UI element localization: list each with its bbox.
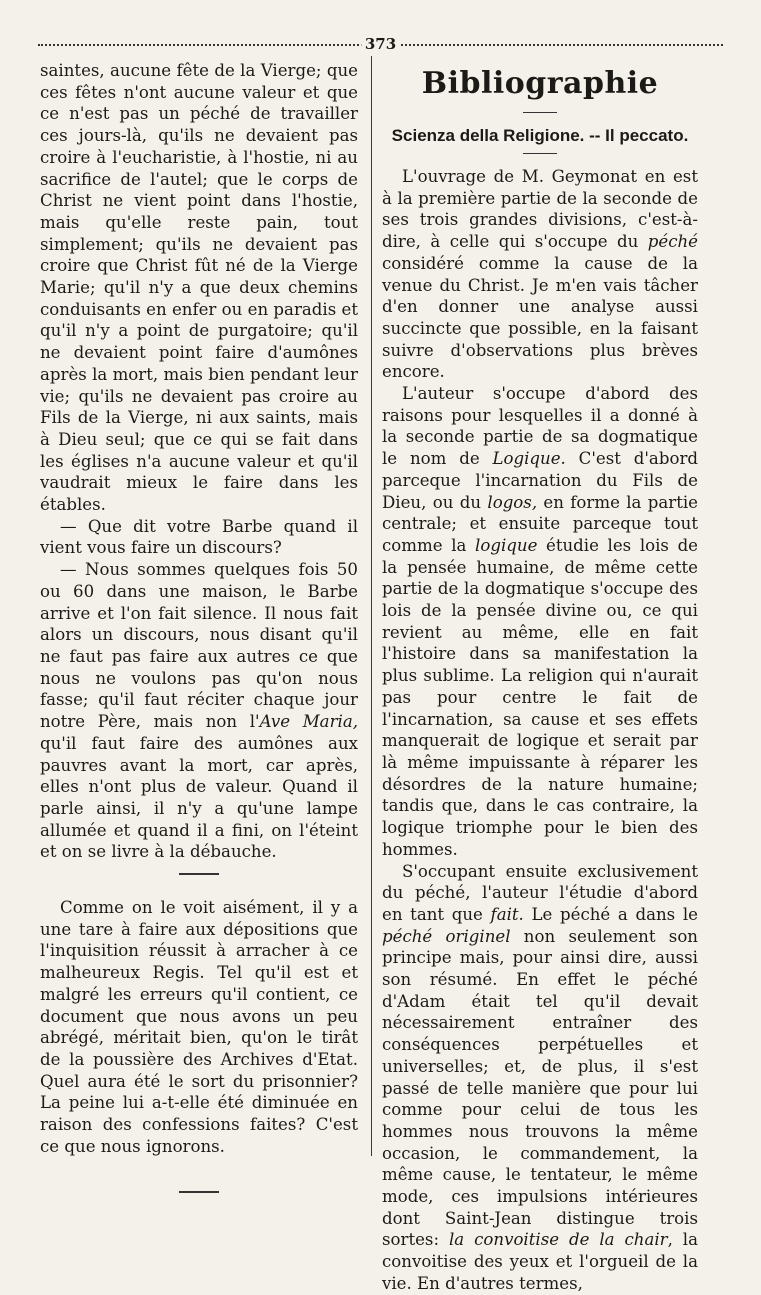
right-paragraph-1 xyxy=(382,166,698,383)
r1-emphasis: péché xyxy=(647,232,698,252)
left-paragraph-question: — Que dit votre Barbe quand il vient vous faire un discours? xyxy=(40,516,358,558)
column-separator xyxy=(371,56,372,1156)
right-paragraph-2 xyxy=(382,383,698,860)
r3-emphasis-3: la convoitise de la chair xyxy=(448,1230,668,1250)
left-paragraph-conclusion: Comme on le voit aisément, il y a une tare à faire aux dépositions que l'inquisition réussit à arracher à ce malheureux Regis. Tel qu'il est et malgré les erreurs qu'il contient, ce document que nous avons un peu abrégé, méritait bien, qu'on le tirât de la poussière des Archives d'Etat. Quel aura été le sort du prisonnier? La peine lui a-t-elle été diminuée en raison des confessions faites? C'est ce que nous ignorons. xyxy=(40,898,358,1156)
right-paragraph-3 xyxy=(382,861,698,1295)
r3-text-d: , la convoitise des yeux et l'orgueil de la vie. En d'autres termes, xyxy=(382,1230,698,1293)
right-column xyxy=(382,60,698,1295)
title-divider xyxy=(523,112,557,113)
article-title: Scienza della Religione. -- Il peccato. xyxy=(391,126,689,145)
section-divider xyxy=(179,873,219,875)
r2-emphasis-3: logique xyxy=(475,535,538,555)
r2-text-d: étudie les lois de la pensée humaine, de même cette partie de la dogmatique s'occupe des lois de la pensée divine ou, ce qui revient au même, elle en fait l'histoire dans sa manifestation la plus sublime. La religion qui n'aurait pas pour centre le fait de l'incarnation, sa cause et ses effets manquerait de logique et serait par là même impuissante à réparer les désordres de la nature humaine; tandis que, dans le cas contraire, la logique triomphe pour le bien des hommes. xyxy=(382,535,699,859)
r3-emphasis-1: fait. xyxy=(490,904,524,924)
r2-text-b: C'est d'abord parceque l'incarnation du Fils de Dieu, ou du xyxy=(382,449,698,512)
r2-text-a: L'auteur s'occupe d'abord des raisons pour lesquelles il a donné à la seconde partie de sa dogmatique le nom de xyxy=(382,384,698,469)
left-paragraph-1: saintes, aucune fête de la Vierge; que ces fêtes n'ont aucune valeur et que ce n'est pas un péché de travailler ces jours-là, qu'ils ne devaient pas croire à l'eucharistie, à l'hostie, ni au sacrifice de l'autel; que le corps de Christ ne vient point dans l'hostie, mais qu'elle reste pain, tout simplement; qu'ils ne devaient pas croire que Christ fût né de la Vierge Marie; qu'il n'y a que deux chemins conduisants en enfer ou en paradis et qu'il n'y a point de purgatoire; qu'il ne devaient point faire d'aumônes après la mort, mais bien pendant leur vie; qu'ils ne devaient pas croire au Fils de la Vierge, ni aux saints, mais à Dieu seul; que ce qui se fait dans les églises n'a aucune valeur et qu'il vaudrait mieux le faire dans les étables. xyxy=(40,61,358,515)
end-divider xyxy=(179,1191,219,1193)
r2-text-c: en forme la partie centrale; et ensuite parceque tout comme la xyxy=(382,492,698,555)
page-number: 373 xyxy=(361,34,400,54)
r1-text-a: L'ouvrage de M. Geymonat en est à la première partie de la seconde de ses trois grandes divisions, c'est-à-dire, à celle qui s'occupe du xyxy=(382,167,698,252)
answer-emphasis: Ave Maria, xyxy=(259,712,358,732)
answer-text-a: — Nous sommes quelques fois 50 ou 60 dans une maison, le Barbe arrive et l'on fait silence. Il nous fait alors un discours, nous disant qu'il ne faut pas faire aux autres ce que nous ne voulons pas qu'on nous fasse; qu'il faut réciter chaque jour notre Père, mais non l' xyxy=(40,560,358,732)
r2-emphasis-2: logos, xyxy=(487,492,538,512)
section-title: Bibliographie xyxy=(421,66,659,101)
page-header xyxy=(38,34,723,54)
left-paragraph-answer xyxy=(40,559,358,863)
article-title-divider xyxy=(523,153,557,154)
answer-text-b: qu'il faut faire des aumônes aux pauvres avant la mort, car après, elles n'ont plus de valeur. Quand il parle ainsi, il n'y a qu'une lampe allumée et quand il a fini, on l'éteint et on se livre à la débauche. xyxy=(40,733,358,862)
r1-text-b: considéré comme la cause de la venue du Christ. Je m'en vais tâcher d'en donner une analyse aussi succincte que possible, en la faisant suivre d'observations plus brèves encore. xyxy=(382,253,698,382)
r3-text-b: Le péché a dans le xyxy=(523,904,698,924)
r2-emphasis-1: Logique. xyxy=(492,449,566,469)
r3-text-a: S'occupant ensuite exclusivement du péché, l'auteur l'étudie d'abord en tant que xyxy=(382,861,698,924)
r3-emphasis-2: péché originel xyxy=(382,926,511,946)
r3-text-c: non seulement son principe mais, pour ainsi dire, aussi son résumé. En effet le péché d'Adam était tel qu'il devait nécessairement entraîner des conséquences perpétuelles et universelles; et, de plus, il s'est passé de telle manière que pour lui comme pour celui de tous les hommes nous trouvons la même occasion, le commandement, la même cause, le tentateur, le même mode, ces impulsions intérieures dont Saint-Jean distingue trois sortes: xyxy=(382,926,698,1250)
left-column xyxy=(40,60,358,1215)
